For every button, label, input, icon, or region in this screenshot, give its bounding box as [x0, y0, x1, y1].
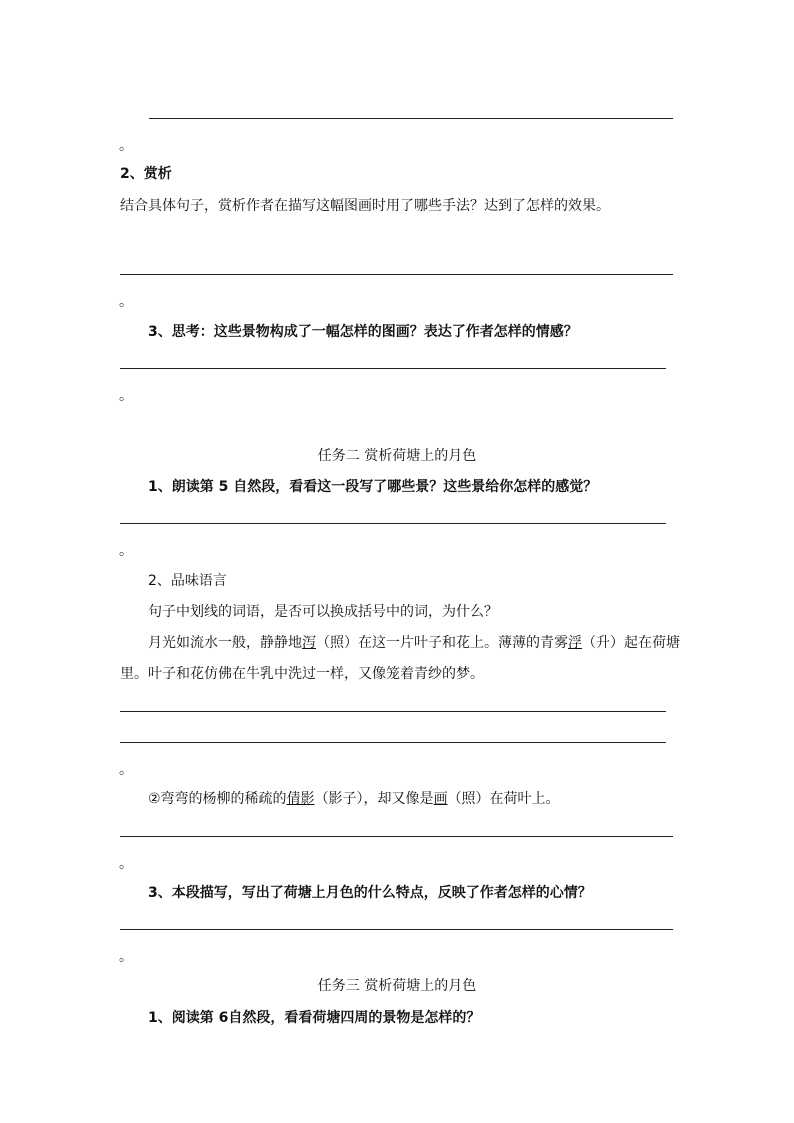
quote-text: （升）起在荷塘	[582, 635, 680, 651]
answer-line[interactable]	[120, 711, 666, 712]
answer-line[interactable]	[149, 118, 673, 119]
question-2-text: 结合具体句子，赏析作者在描写这幅图画时用了哪些手法？达到了怎样的效果。	[120, 198, 610, 214]
quote-text: ②弯弯的杨柳的稀疏的	[148, 791, 287, 807]
answer-line[interactable]	[120, 742, 666, 743]
underlined-word: 浮	[568, 635, 582, 651]
task-3-title: 任务三 赏析荷塘上的月色	[317, 978, 477, 994]
period-mark: 。	[119, 949, 133, 965]
task-2-question-3: 3、本段描写，写出了荷塘上月色的什么特点，反映了作者怎样的心情？	[148, 885, 592, 901]
quote-text: （照）在这一片叶子和花上。薄薄的青雾	[316, 635, 568, 651]
period-mark: 。	[119, 294, 133, 310]
underlined-word: 泻	[302, 635, 316, 651]
question-3-text: 3、思考：这些景物构成了一幅怎样的图画？表达了作者怎样的情感？	[148, 324, 578, 340]
underlined-word: 倩影	[286, 791, 315, 807]
quote-1-line-2: 里。叶子和花仿佛在牛乳中洗过一样，又像笼着青纱的梦。	[120, 666, 484, 682]
period-mark: 。	[119, 856, 133, 872]
quote-2-line	[148, 789, 560, 809]
answer-line[interactable]	[120, 368, 666, 369]
period-mark: 。	[119, 138, 133, 154]
quote-text: （照）在荷叶上。	[447, 791, 560, 807]
period-mark: 。	[119, 388, 133, 404]
answer-line[interactable]	[120, 929, 673, 930]
question-2-heading: 2、赏析	[120, 166, 172, 182]
task-3-question-1: 1、阅读第 6自然段，看看荷塘四周的景物是怎样的？	[148, 1010, 481, 1026]
task-2-question-2-instruction: 句子中划线的词语，是否可以换成括号中的词，为什么？	[148, 604, 498, 620]
task-2-question-1: 1、朗读第 5 自然段，看看这一段写了哪些景？这些景给你怎样的感觉？	[148, 479, 598, 495]
answer-line[interactable]	[120, 523, 666, 524]
period-mark: 。	[119, 762, 133, 778]
quote-text: 月光如流水一般，静静地	[148, 635, 302, 651]
quote-text: （影子），却又像是	[314, 791, 434, 807]
quote-1-line-1	[148, 633, 680, 653]
task-2-question-2-heading: 2、品味语言	[148, 573, 227, 589]
answer-line[interactable]	[120, 274, 673, 275]
answer-line[interactable]	[120, 836, 673, 837]
period-mark: 。	[119, 543, 133, 559]
underlined-word: 画	[433, 791, 448, 807]
task-2-title: 任务二 赏析荷塘上的月色	[317, 448, 477, 464]
